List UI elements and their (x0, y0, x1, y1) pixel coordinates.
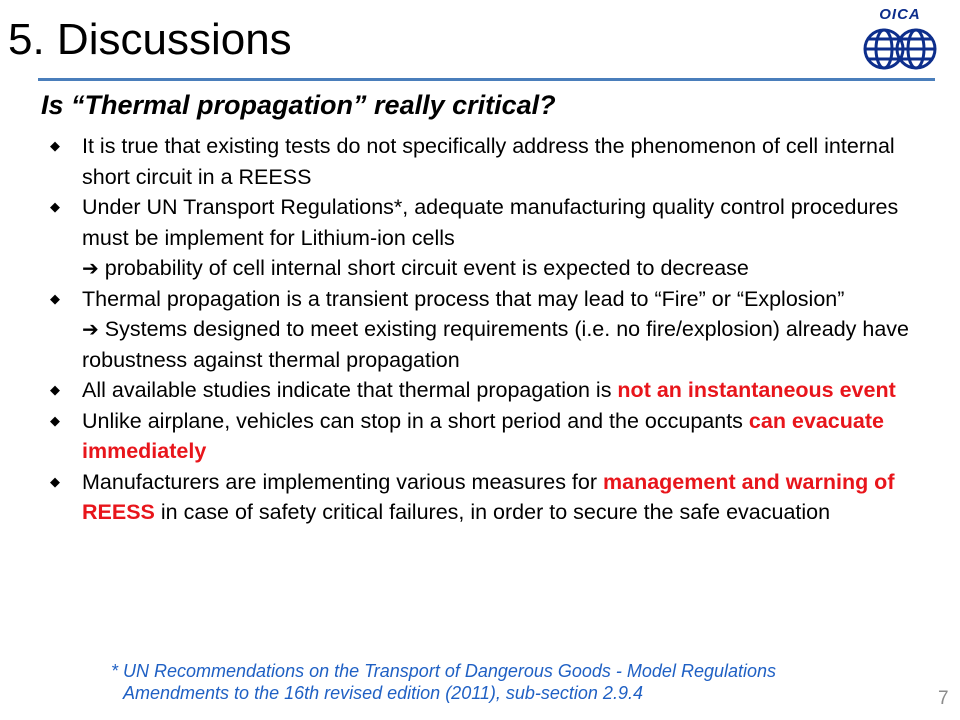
bullet-text: Under UN Transport Regulations*, adequate manufacturing quality control procedures must be implement for Lithium-ion cells (82, 195, 899, 250)
bullet-text: All available studies indicate that thermal propagation is (82, 378, 618, 402)
slide-subheading: Is “Thermal propagation” really critical? (41, 90, 556, 120)
slide-title: 5. Discussions (8, 15, 292, 64)
arrow-icon: ➔ (82, 256, 99, 280)
bullet-item (46, 375, 936, 406)
bullet-text: Thermal propagation is a transient process that may lead to “Fire” or “Explosion” (82, 286, 845, 311)
diamond-bullet-icon: ◆ (50, 199, 60, 214)
bullet-text: Manufacturers are implementing various measures for (82, 469, 603, 494)
bullet-item (46, 131, 936, 192)
bullet-item (46, 284, 936, 376)
diamond-bullet-icon: ◆ (50, 412, 60, 428)
diamond-bullet-icon: ◆ (50, 382, 60, 397)
footnote-line-2: Amendments to the 16th revised edition (2011), sub-section 2.9.4 (123, 683, 643, 703)
bullet-list (46, 131, 936, 528)
bullet-item (46, 467, 936, 528)
bullet-item (46, 406, 936, 467)
diamond-bullet-icon: ◆ (50, 290, 60, 306)
title-underline (38, 78, 935, 81)
logo-text: OICA (879, 6, 921, 23)
globe-icon (862, 26, 938, 72)
bullet-consequence: probability of cell internal short circuit event is expected to decrease (104, 256, 749, 280)
arrow-icon: ➔ (82, 317, 99, 341)
bullet-text-after: in case of safety critical failures, in order to secure the safe evacuation (154, 500, 831, 524)
footnote-line-1: * UN Recommendations on the Transport of Dangerous Goods - Model Regulations (111, 661, 777, 681)
bullet-consequence: Systems designed to meet existing requirements (i.e. no fire/explosion) already have robustness against thermal propagation (82, 317, 910, 372)
bullet-highlight: not an instantaneous event (617, 378, 896, 402)
bullet-item (46, 192, 936, 284)
diamond-bullet-icon: ◆ (50, 138, 60, 153)
bullet-highlight: management and warning of REESS (82, 469, 895, 524)
footnote (111, 660, 776, 704)
bullet-highlight: can evacuate immediately (82, 408, 884, 463)
page-number: 7 (938, 688, 949, 709)
diamond-bullet-icon: ◆ (50, 473, 60, 489)
bullet-text: It is true that existing tests do not specifically address the phenomenon of cell internal short circuit in a REESS (82, 134, 895, 189)
bullet-text: Unlike airplane, vehicles can stop in a short period and the occupants (82, 408, 749, 433)
oica-logo (862, 6, 938, 74)
